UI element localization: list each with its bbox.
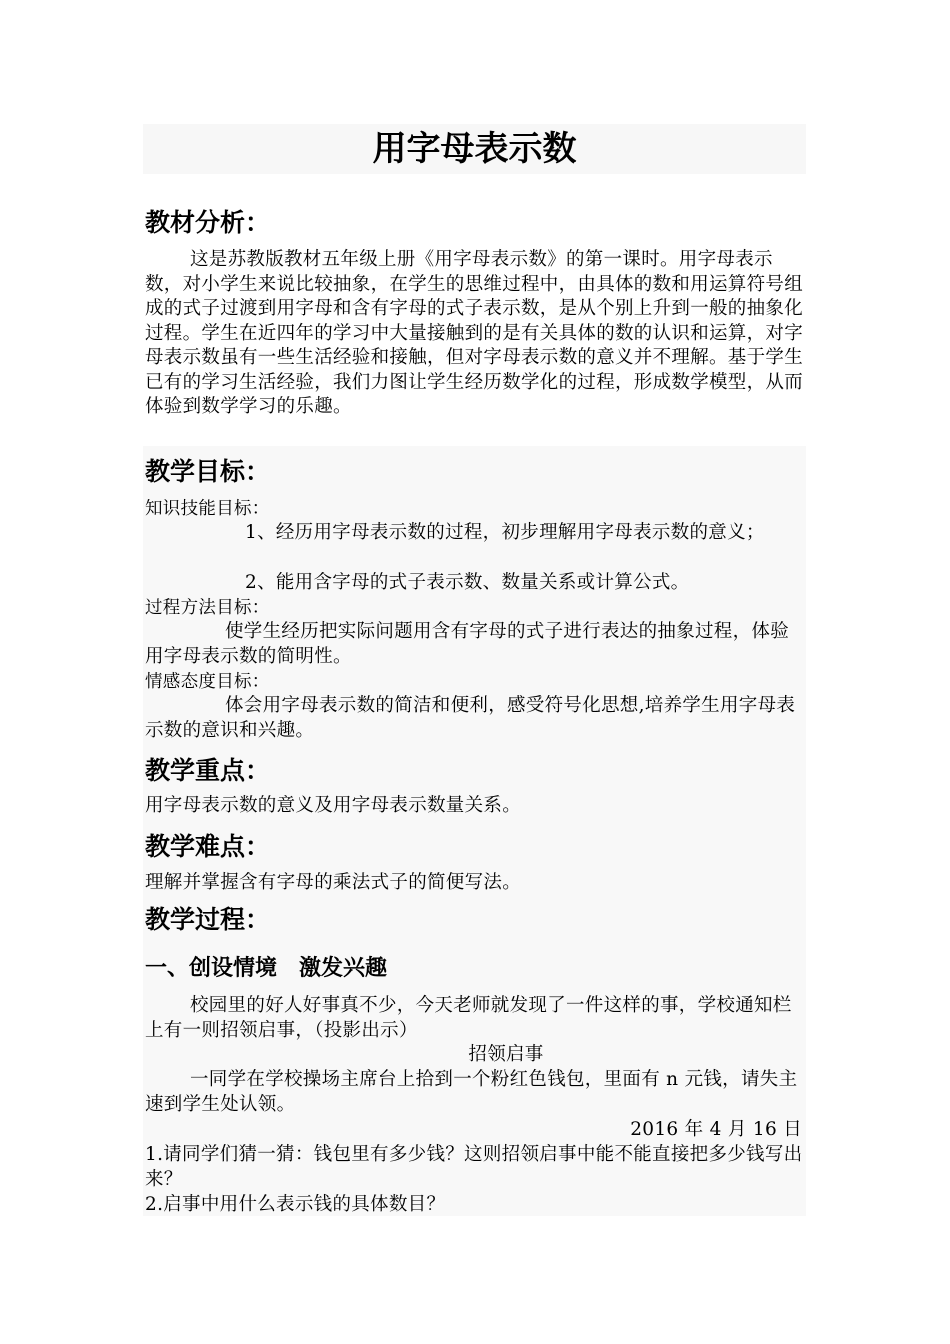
step1-heading: 一、创设情境 激发兴趣 [145,956,388,981]
step1-paragraph: 校园里的好人好事真不少，今天老师就发现了一件这样的事，学校通知栏上有一则招领启事，（投影出示） [145,995,792,1041]
knowledge-label: 知识技能目标： [145,499,270,519]
knowledge-goal-2: 2、能用含字母的式子表示数、数量关系或计算公式。 [245,572,690,593]
analysis-paragraph: 这是苏教版教材五年级上册《用字母表示数》的第一课时。用字母表示数，对小学生来说比较抽象，在学生的思维过程中，由具体的数和用运算符号组成的式子过渡到用字母和含有字母的式子表示数，是从个别上升到一般的抽象化过程。学生在近四年的学习中大量接触到的是有关具体的数的认识和运算，对字母表示数虽有一些生活经验和接触，但对字母表示数的意义并不理解。基于学生已有的学习生活经验，我们力图让学生经历数学化的过程，形成数学模型，从而体验到数学学习的乐趣。 [145,249,804,417]
process-goal-text: 使学生经历把实际问题用含有字母的式子进行表达的抽象过程，体验用字母表示数的简明性。 [145,621,790,667]
notice-title: 招领启事 [468,1044,544,1065]
process-label: 过程方法目标： [145,598,270,618]
notice-date: 2016 年 4 月 16 日 [630,1119,802,1140]
question-1: 1.请同学们猜一猜：钱包里有多少钱？这则招领启事中能不能直接把多少钱写出来？ [145,1144,803,1190]
key-point-text: 用字母表示数的意义及用字母表示数量关系。 [145,795,522,816]
heading-process: 教学过程： [145,905,271,934]
difficulty-text: 理解并掌握含有字母的乘法式子的简便写法。 [145,872,522,893]
heading-goals: 教学目标： [145,457,271,486]
emotion-goal-text: 体会用字母表示数的简洁和便利，感受符号化思想,培养学生用字母表示数的意识和兴趣。 [145,695,796,741]
notice-body: 一同学在学校操场主席台上拾到一个粉红色钱包，里面有 n 元钱，请失主速到学生处认领。 [145,1069,798,1115]
emotion-label: 情感态度目标： [145,672,270,692]
page-title: 用字母表示数 [143,124,806,174]
heading-key-point: 教学重点： [145,756,271,785]
heading-analysis: 教材分析： [145,208,271,237]
heading-difficulty: 教学难点： [145,832,271,861]
question-2: 2.启事中用什么表示钱的具体数目？ [145,1194,446,1215]
knowledge-goal-1: 1、经历用字母表示数的过程，初步理解用字母表示数的意义； [245,522,765,543]
